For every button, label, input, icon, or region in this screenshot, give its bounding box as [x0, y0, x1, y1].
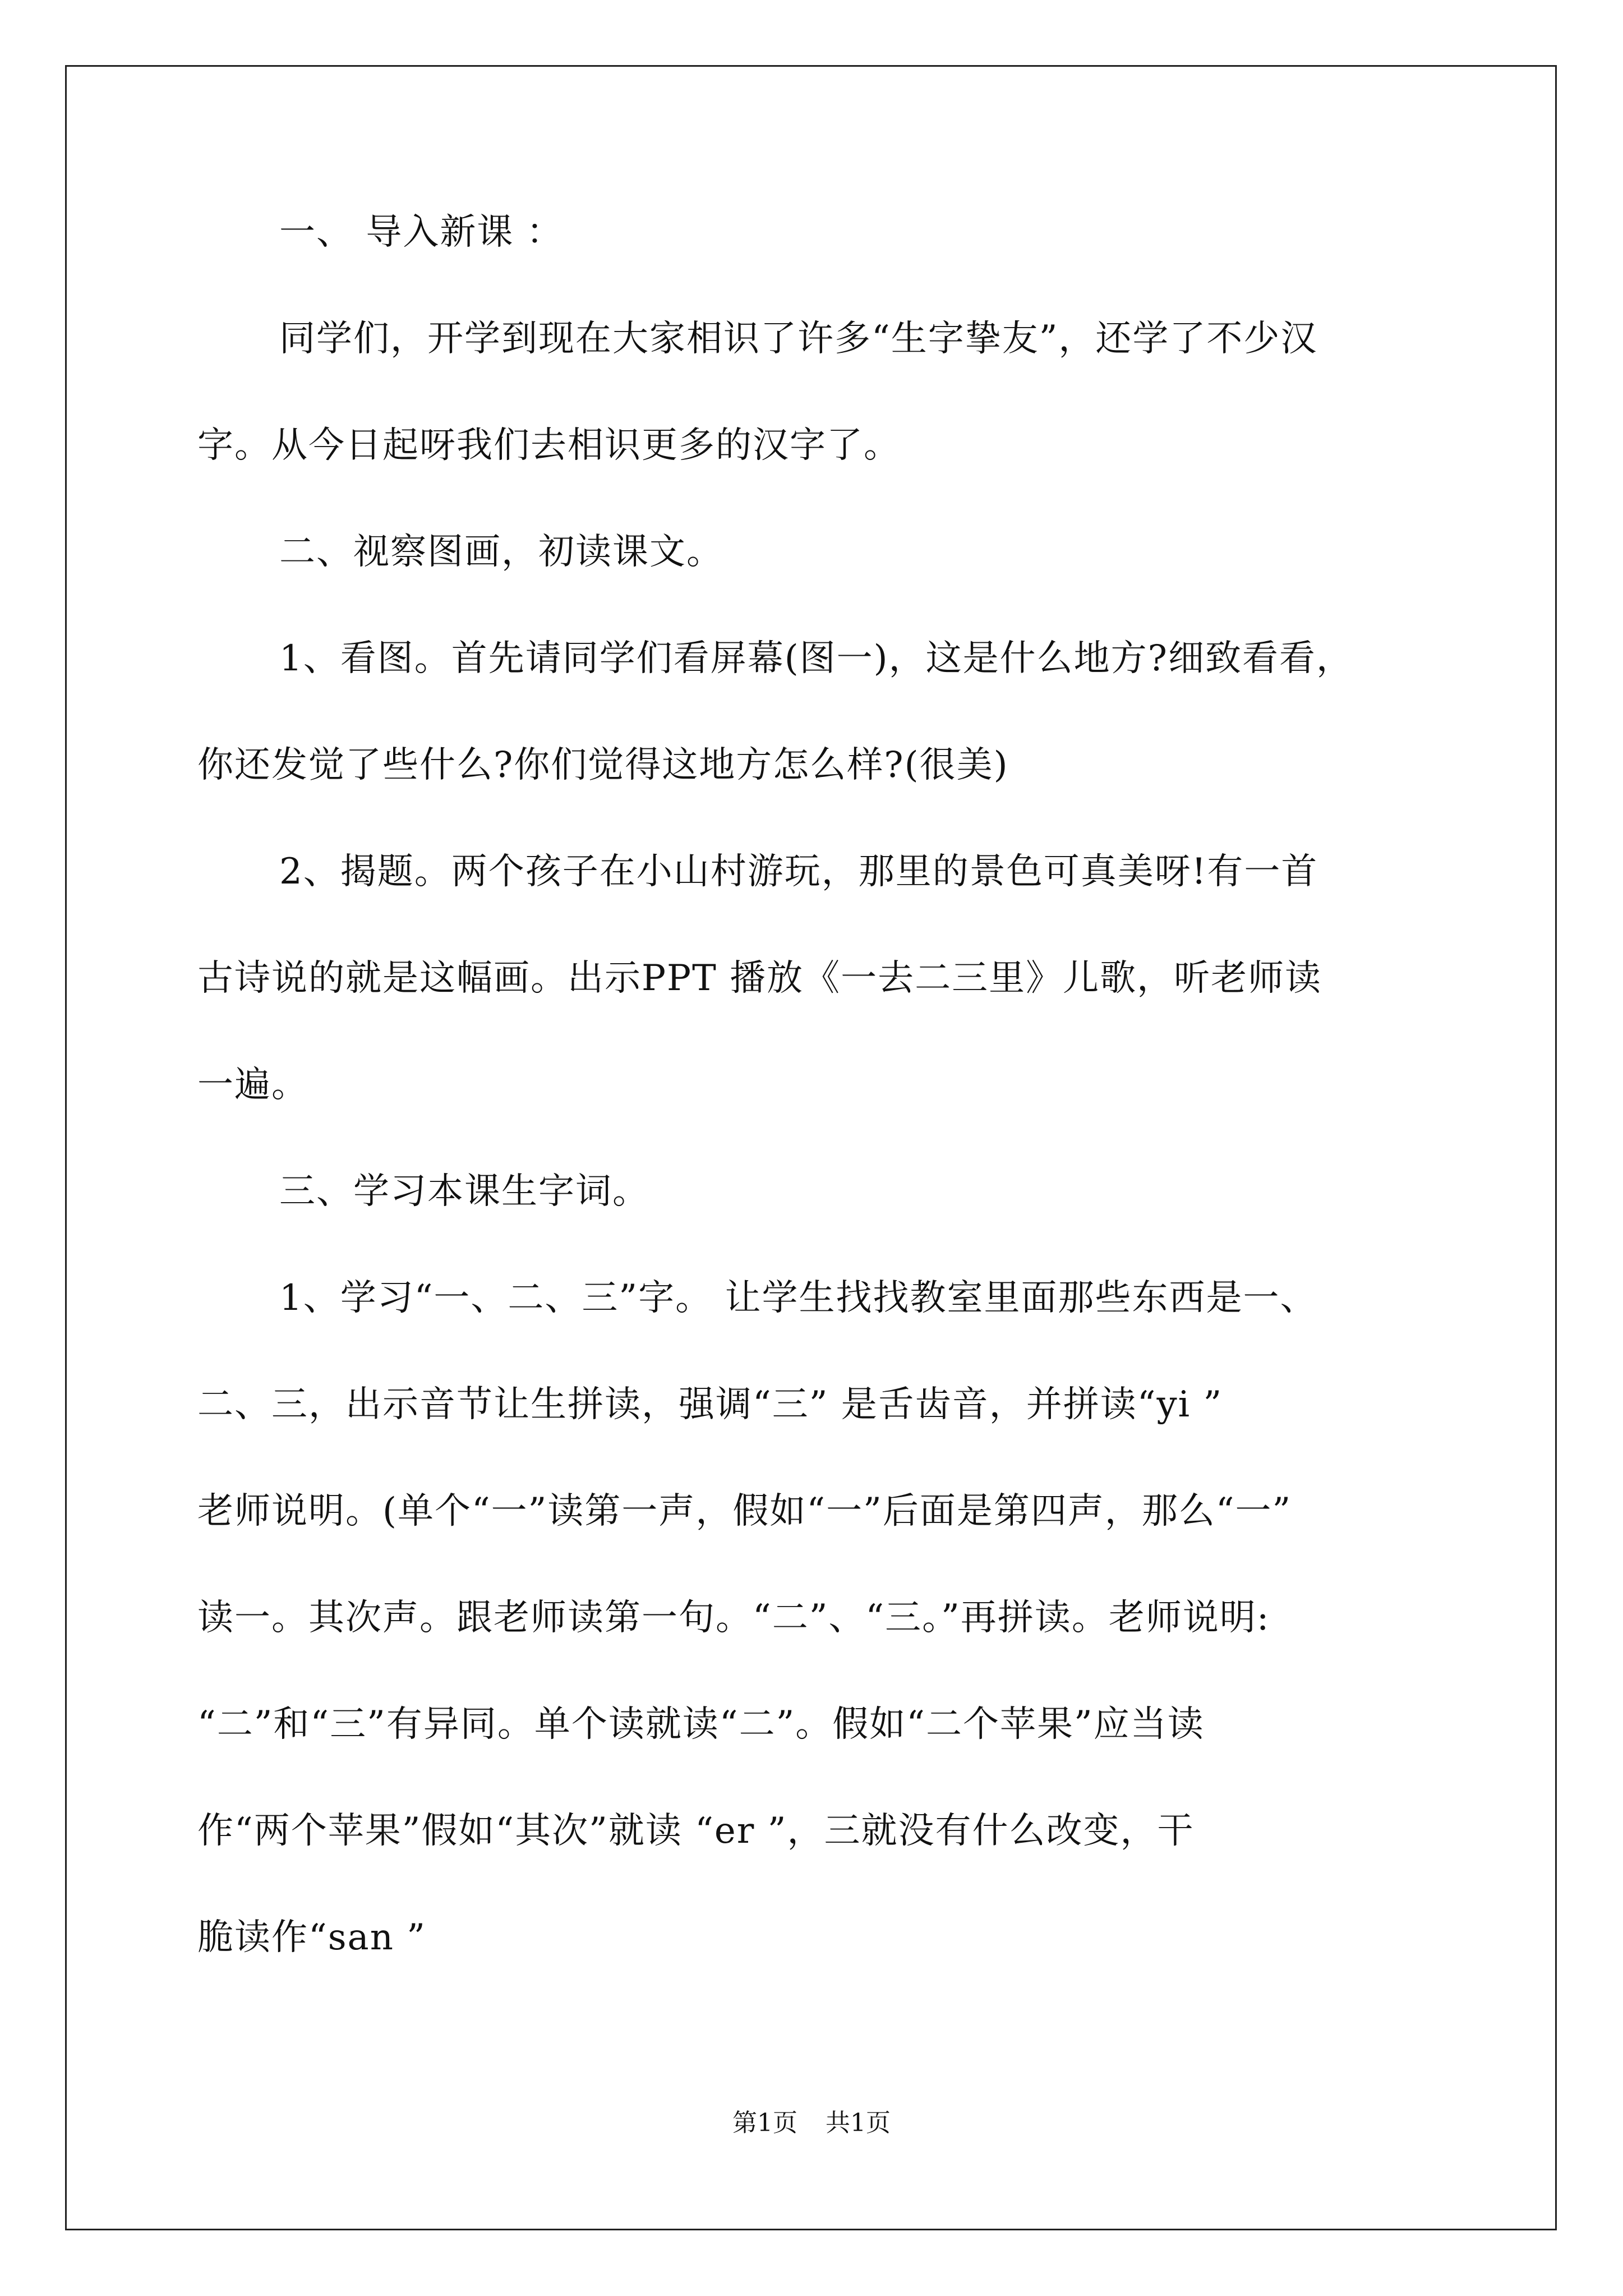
- paragraph-line: 脆读作“san ”: [197, 1917, 426, 1958]
- paragraph-line: 老师说明。(单个“一”读第一声，假如“一”后面是第四声，那么“一”: [197, 1490, 1292, 1532]
- paragraph-line: 字。从今日起呀我们去相识更多的汉字了。: [197, 425, 901, 466]
- heading-study: 三、学习本课生字词。: [279, 1171, 649, 1212]
- paragraph-line: 古诗说的就是这幅画。出示PPT 播放《一去二三里》儿歌，听老师读: [197, 958, 1322, 999]
- page-total: 共1页: [826, 2109, 891, 2137]
- paragraph-line: 2、揭题。两个孩子在小山村游玩，那里的景色可真美呀!有一首: [279, 851, 1318, 892]
- paragraph-line: “二”和“三”有异同。单个读就读“二”。假如“二个苹果”应当读: [197, 1704, 1205, 1745]
- paragraph-line: 读一。其次声。跟老师读第一句。“二”、“三。”再拼读。老师说明:: [197, 1597, 1270, 1639]
- paragraph-line: 二、三，出示音节让生拼读，强调“三” 是舌齿音，并拼读“yi ”: [197, 1384, 1223, 1425]
- page-border: [65, 65, 1557, 2230]
- paragraph-line: 你还发觉了些什么?你们觉得这地方怎么样?(很美): [197, 744, 1009, 786]
- paragraph-line: 作“两个苹果”假如“其次”就读 “er ”，三就没有什么改变，干: [197, 1810, 1195, 1852]
- paragraph-line: 一遍。: [197, 1064, 308, 1106]
- heading-intro: 一、 导入新课 ：: [279, 211, 564, 253]
- page-number: 第1页: [732, 2109, 797, 2137]
- heading-observe: 二、视察图画，初读课文。: [279, 531, 723, 573]
- page-footer: [0, 2106, 1623, 2140]
- paragraph-line: 1、看图。首先请同学们看屏幕(图一)，这是什么地方?细致看看，: [279, 638, 1353, 679]
- paragraph-line: 1、学习“一、二、三”字。 让学生找找教室里面那些东西是一、: [279, 1277, 1317, 1319]
- paragraph-line: 同学们，开学到现在大家相识了许多“生字挚友”，还学了不少汉: [279, 318, 1318, 360]
